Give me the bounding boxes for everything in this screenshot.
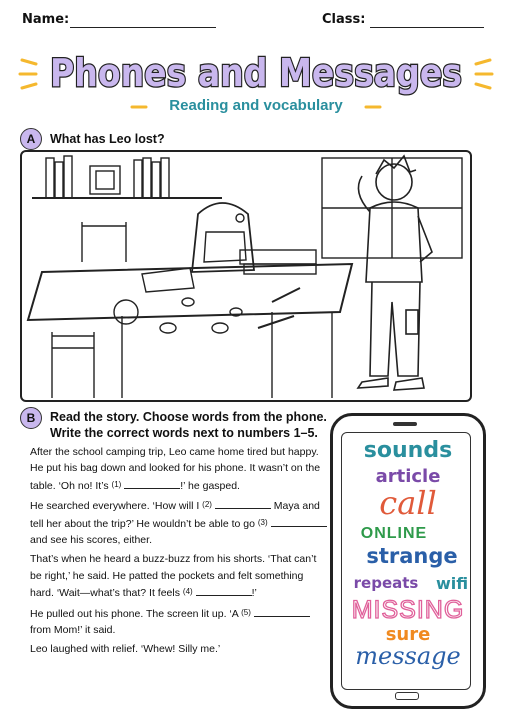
blank-number-2: (2): [202, 500, 212, 510]
section-b-instruction-2: Write the correct words next to numbers 1–5.: [50, 426, 318, 440]
chair-icon: [52, 222, 126, 398]
story-text-4a: He pulled out his phone. The screen lit up. ‘A: [30, 607, 242, 620]
title-banner: [0, 34, 512, 104]
phone-home-button-icon: [395, 692, 419, 700]
backpack-icon: [192, 203, 254, 272]
name-line[interactable]: [70, 27, 216, 28]
word-sure: sure: [385, 624, 431, 645]
papers-icon: [142, 268, 194, 292]
ball-icon: [114, 300, 138, 324]
pencil-icon: [258, 288, 300, 328]
accent-right-icon: [362, 100, 382, 114]
class-line[interactable]: [370, 27, 484, 28]
name-label: Name:: [22, 12, 70, 27]
story-paragraph-5: Leo laughed with relief. ‘Whew! Silly me.’: [30, 643, 221, 656]
phone-speaker-icon: [393, 422, 417, 426]
section-b-badge: B: [20, 407, 42, 429]
story-paragraph-2: [30, 497, 330, 548]
story-paragraph-3: [30, 551, 330, 601]
blank-number-3: (3): [257, 517, 268, 527]
word-strange: strange: [366, 544, 458, 568]
answer-blank-4[interactable]: [196, 585, 252, 596]
bookshelf-icon: [32, 156, 222, 198]
word-wifi: wifi: [435, 574, 469, 593]
page-title: Phones and Messages: [50, 51, 462, 95]
answer-blank-2[interactable]: [215, 498, 271, 509]
section-a-badge: A: [20, 128, 42, 150]
blank-number-1: (1): [111, 479, 122, 489]
class-label: Class:: [322, 12, 366, 27]
blank-number-5: (5): [241, 607, 251, 617]
story-text-1a: After the school camping trip, Leo came home tired but happy. He put his bag down and looked for his phone. It wasn’t on the table. ‘Oh no! It’s: [30, 446, 321, 492]
word-online: ONLINE: [360, 525, 428, 542]
answer-blank-1[interactable]: [124, 478, 180, 489]
word-message: message: [355, 642, 461, 670]
section-b-instruction-1: Read the story. Choose words from the phone.: [50, 410, 327, 424]
boy-figure: [358, 156, 432, 390]
phone-word-bank: [330, 413, 486, 709]
story-paragraph-1: [30, 444, 330, 494]
sparkle-right-icon: [476, 60, 492, 88]
story-text-3a: That’s when he heard a buzz-buzz from his shorts. ‘That can’t be right,’ he said. He patted the pockets and felt something hard. ‘Wait—what’s that? It feels: [30, 553, 317, 600]
answer-blank-5[interactable]: [254, 606, 310, 617]
word-missing: MISSING: [351, 596, 465, 624]
word-repeats: repeats: [353, 574, 419, 592]
story-text-2c: and see his scores, either.: [30, 534, 152, 547]
story-text-1b: !’ he gasped.: [180, 479, 240, 492]
word-article: article: [375, 466, 441, 487]
story-text-4b: from Mom!’ it said.: [30, 624, 116, 637]
story-text-2a: He searched everywhere. ‘How will I: [30, 500, 203, 513]
title-graphic: [0, 34, 512, 104]
table-icon: [28, 264, 352, 398]
sparkle-left-icon: [20, 60, 36, 88]
section-a-question: What has Leo lost?: [50, 132, 165, 146]
story-illustration: [20, 150, 472, 402]
word-sounds: sounds: [363, 438, 453, 463]
story-paragraph-4: [30, 605, 330, 639]
blank-number-4: (4): [182, 587, 193, 597]
word-call: call: [379, 484, 437, 522]
story-text: [30, 444, 330, 661]
page-subtitle: Reading and vocabulary: [169, 97, 343, 114]
story-text-2b: Maya and tell her about the trip?’ He wouldn’t be able to go: [30, 500, 320, 530]
story-text-3b: !’: [251, 587, 257, 600]
illustration-scene: [22, 152, 470, 400]
